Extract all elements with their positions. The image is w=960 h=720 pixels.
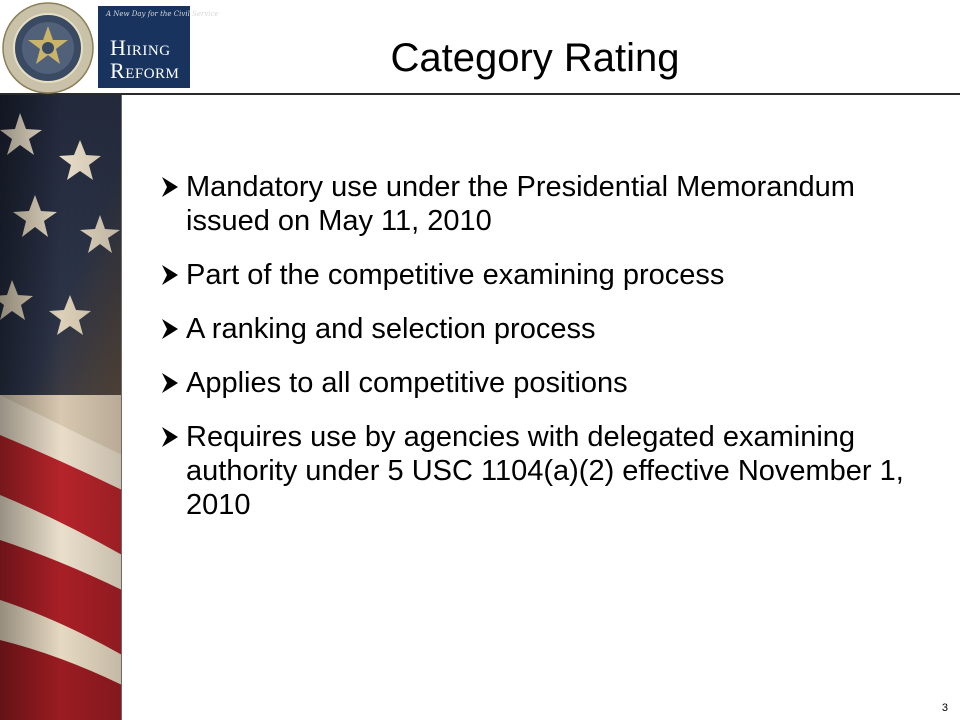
logo-tagline: A New Day for the Civil Service xyxy=(106,10,219,18)
bullet-item xyxy=(160,366,920,400)
logo-word-reform: REFORM xyxy=(110,58,180,83)
bullet-text: A ranking and selection process xyxy=(186,313,596,345)
arrow-bullet-icon xyxy=(160,370,180,396)
bullet-text: Part of the competitive examining process xyxy=(186,259,725,291)
bullet-list xyxy=(160,170,920,542)
opm-seal-icon xyxy=(2,2,94,94)
bullet-item xyxy=(160,420,920,522)
page-number: 3 xyxy=(941,702,948,714)
bullet-item xyxy=(160,258,920,292)
bullet-text: Requires use by agencies with delegated examining authority under 5 USC 1104(a)(2) effective November 1, 2010 xyxy=(186,421,904,521)
bullet-text: Mandatory use under the Presidential Memorandum issued on May 11, 2010 xyxy=(186,171,855,237)
arrow-bullet-icon xyxy=(160,262,180,288)
logo-word-hiring: HIRING xyxy=(110,35,171,60)
slide-title: Category Rating xyxy=(390,36,680,80)
flag-photo-image xyxy=(0,95,122,720)
bullet-item xyxy=(160,312,920,346)
arrow-bullet-icon xyxy=(160,316,180,342)
bullet-text: Applies to all competitive positions xyxy=(186,367,628,399)
hiring-reform-logo xyxy=(2,2,219,94)
bullet-item xyxy=(160,170,920,238)
hiring-reform-wordmark xyxy=(98,6,219,88)
side-divider xyxy=(121,95,122,720)
arrow-bullet-icon xyxy=(160,174,180,200)
arrow-bullet-icon xyxy=(160,424,180,450)
